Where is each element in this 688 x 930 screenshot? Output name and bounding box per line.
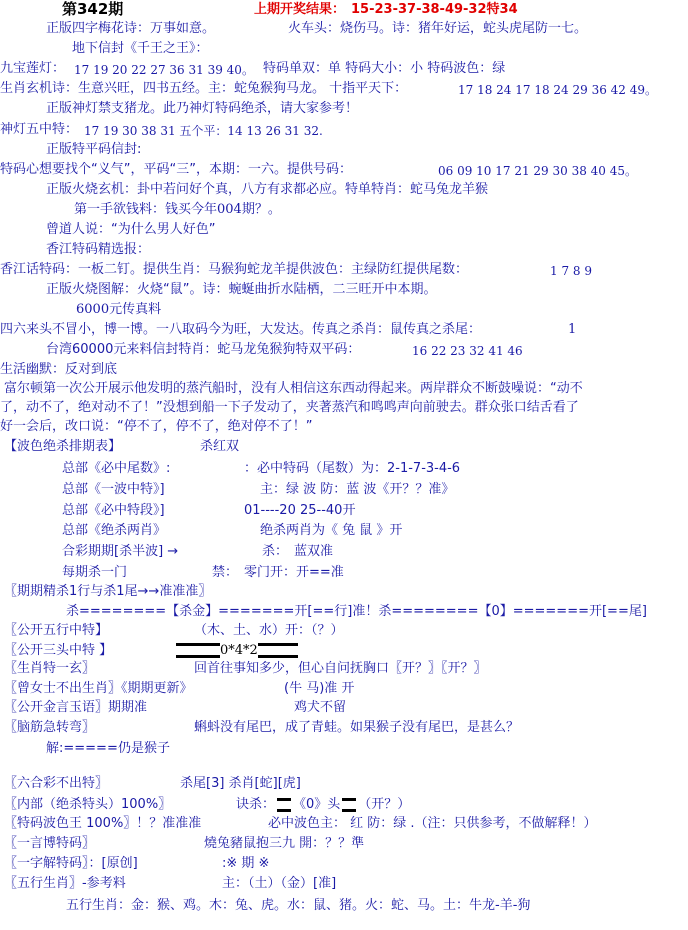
half-wave-label: 合彩期期[杀半波] →	[62, 544, 179, 559]
underground-envelope: 地下信封《千王之王》：	[72, 41, 209, 56]
special-code-attrs: 特码单双：单 特码大小：小 特码波色：绿	[263, 61, 506, 76]
hongkong-tails: 1 7 8 9	[550, 264, 592, 278]
hq-kill-two-label: 总部《绝杀两肖》	[62, 523, 167, 538]
one-word-bet-value: 燒兔豬鼠抱三九 開：？？準	[204, 836, 365, 851]
lotus-lamp-label: 九宝莲灯：	[0, 61, 66, 76]
internal-head-value	[236, 796, 410, 814]
hongkong-special: 香江话特码：一板二钉。提供生肖：马猴狗蛇龙羊提供波色：主绿防红提供尾数：	[0, 262, 469, 277]
zodiac-riddle: 生肖玄机诗：生意兴旺，四书五经。主：蛇兔猴狗马龙。 十指平天下：	[0, 81, 408, 96]
first-hand-suffix: 期？。	[241, 202, 281, 217]
first-hand-code: 004	[217, 202, 242, 217]
issue-number: 第342期	[62, 0, 124, 18]
plum-poem: 正版四字梅花诗：万事如意。	[46, 21, 216, 36]
three-head-bar-left	[176, 643, 220, 658]
result-value: 15-23-37-38-49-32特34	[351, 2, 518, 17]
story-line-2: 了，动不了，绝对动不了！”没想到船一下子发动了，夹著蒸汽和鸣鸣声向前驶去。群众张口结舌看了	[0, 400, 579, 415]
kill-one-door-value: 零门开：开==准	[244, 565, 344, 580]
five-element-zodiac-main: 主：（土）（金）[准]	[222, 876, 337, 891]
lamp-five-numbers: 17 19 30 38 31 五个平：14 13 26 31 32.	[84, 124, 323, 138]
wave-kill-value: 杀红双	[200, 439, 240, 454]
wave-king-value: 必中波色主： 红 防：绿 .（注：只供参考，不做解释！）	[268, 816, 597, 831]
golden-words-title: 〖公开金言玉语〗期期准	[4, 700, 148, 715]
taiwan-numbers: 16 22 23 32 41 46	[412, 344, 523, 358]
five-element-value: （木、土、水）开：（？）	[194, 623, 344, 638]
zodiac-riddle-numbers: 17 18 24 17 18 24 29 36 42 49。	[458, 83, 658, 97]
three-head-digits: 0*4*2	[220, 643, 258, 658]
four-six-line: 四六来头不冒小，博一博。一八取码今为旺，大发达。传真之杀肖：鼠传真之杀尾：	[0, 322, 482, 337]
internal-head-title: 〖内部（绝杀特头）100%〗	[4, 797, 172, 812]
one-char-value: :※ 期 ※	[222, 856, 270, 871]
internal-head-bar-right	[342, 798, 356, 812]
hongkong-report: 香江特码精选报：	[46, 242, 151, 257]
one-word-bet-title: 〖一言博特码〗	[4, 836, 96, 851]
train-head: 火车头：烧伤马。诗：猪年好运，蛇头虎尾防一七。	[288, 21, 588, 36]
fire-picture: 正版火烧图解：火烧“鼠”。诗：蜿蜒曲折水陆栖，二三旺开中本期。	[46, 282, 437, 297]
brain-teaser-title: 〖脑筋急转弯〗	[4, 720, 96, 735]
internal-head-code: 《0》头	[293, 797, 341, 812]
three-head-title: 〖公开三头中特 】	[4, 643, 113, 658]
first-hand-material	[74, 201, 281, 219]
hq-segment-value: 01----20 25--40开	[244, 503, 356, 518]
hq-segment-label: 总部《必中特段》]	[62, 503, 165, 518]
lotus-lamp-numbers: 17 19 20 22 27 36 31 39 40。	[74, 63, 254, 77]
internal-head-open: （开？）	[358, 797, 411, 812]
special-code-wish-numbers: 06 09 10 17 21 29 30 38 40 45。	[438, 164, 638, 178]
zodiac-mystery-value: 回首往事知多少，但心自问抚胸口〖开？〗〖开？〗	[194, 661, 487, 676]
three-head-value	[176, 642, 298, 660]
result-label: 上期开奖结果：	[254, 2, 346, 17]
one-char-title: 〖一字解特码〗：[原创]	[4, 856, 138, 871]
golden-words-value: 鸡犬不留	[294, 700, 347, 715]
ms-tsang-title: 〖曾女士不出生肖〗《期期更新》	[4, 681, 193, 696]
row-tail-kill-title: 〖期期精杀1行与杀1尾→→准准准〗	[4, 584, 212, 599]
row-tail-kill-line: 杀========【杀金】=======开[==行]准！杀========【0】=======开[==尾]	[66, 604, 647, 619]
fire-riddle: 正版火烧玄机：卦中若问好个真，八方有求都必应。特单特肖：蛇马兔龙羊猴	[46, 182, 489, 197]
taiwan-envelope: 台湾60000元来料信封特肖：蛇马龙兔猴狗特双平码：	[46, 342, 361, 357]
taoist-says: 曾道人说：“为什么男人好色”	[46, 222, 216, 237]
special-code-wish: 特码心想要找个“义气”，平码“三”，本期：一六。提供号码：	[0, 162, 352, 177]
story-line-1: 富尔顿第一次公开展示他发明的蒸汽船时，没有人相信这东西动得起来。两岸群众不断鼓噪说：“动不	[4, 381, 583, 396]
brain-teaser-answer-label: 解:=====	[46, 741, 118, 756]
five-element-zodiac-title: 〖五行生肖〗-参考料	[4, 876, 126, 891]
brain-teaser-answer: 仍是猴子	[118, 741, 171, 756]
mark-six-value: 杀尾[3] 杀肖[蛇][虎]	[180, 776, 301, 791]
wave-kill-title: 【波色绝杀排期表】	[4, 439, 122, 454]
half-wave-kill: 杀：	[262, 544, 289, 559]
life-humor: 生活幽默：反对到底	[0, 362, 118, 377]
hq-tail-value: ：必中特码（尾数）为：2-1-7-3-4-6	[244, 461, 461, 476]
mark-six-title: 〖六合彩不出特〗	[4, 776, 109, 791]
flat-code-envelope: 正版特平码信封:	[46, 142, 142, 157]
half-wave-value: 蓝双准	[294, 544, 334, 559]
hq-kill-two-value: 绝杀两肖为《 兔 鼠 》开	[260, 523, 403, 538]
internal-head-kill: 诀杀：	[236, 797, 276, 812]
hq-tail-label: 总部《必中尾数》:	[62, 461, 171, 476]
hq-wave-value: 主：绿 波 防：蓝 波《开？？准》	[260, 482, 455, 497]
five-element-zodiac-list: 五行生肖：金：猴、鸡。木：兔、虎。水：鼠、猪。火：蛇、马。土：牛龙-羊-狗	[66, 898, 531, 913]
fax-kill-tail: 1	[568, 322, 577, 337]
internal-head-bar-left	[277, 798, 291, 812]
first-hand-text: 第一手欲钱料：钱买今年	[74, 202, 218, 217]
lamp-five-label: 神灯五中特：	[0, 122, 79, 137]
zodiac-mystery-title: 〖生肖特一玄〗	[4, 661, 96, 676]
hq-wave-label: 总部《一波中特》]	[62, 482, 165, 497]
three-head-bar-right	[258, 643, 298, 658]
five-element-title: 〖公开五行中特】	[4, 623, 109, 638]
lamp-kill-note: 正版神灯禁支猪龙。此乃神灯特码绝杀，请大家参考！	[46, 101, 359, 116]
kill-one-door-ban: 禁：	[212, 565, 239, 580]
wave-king-title: 〖特码波色王 100%〗！？准准准	[4, 816, 202, 831]
brain-teaser-question: 蝌蚪没有尾巴，成了青蛙。如果猴子没有尾巴，是甚么？	[194, 720, 520, 735]
story-line-3: 好一会后，改口说：“停不了，停不了，绝对停不了！”	[0, 419, 313, 434]
ms-tsang-value: (牛 马)准 开	[284, 681, 355, 696]
kill-one-door-label: 每期杀一门	[62, 565, 128, 580]
fax-material: 6000元传真料	[76, 302, 162, 317]
